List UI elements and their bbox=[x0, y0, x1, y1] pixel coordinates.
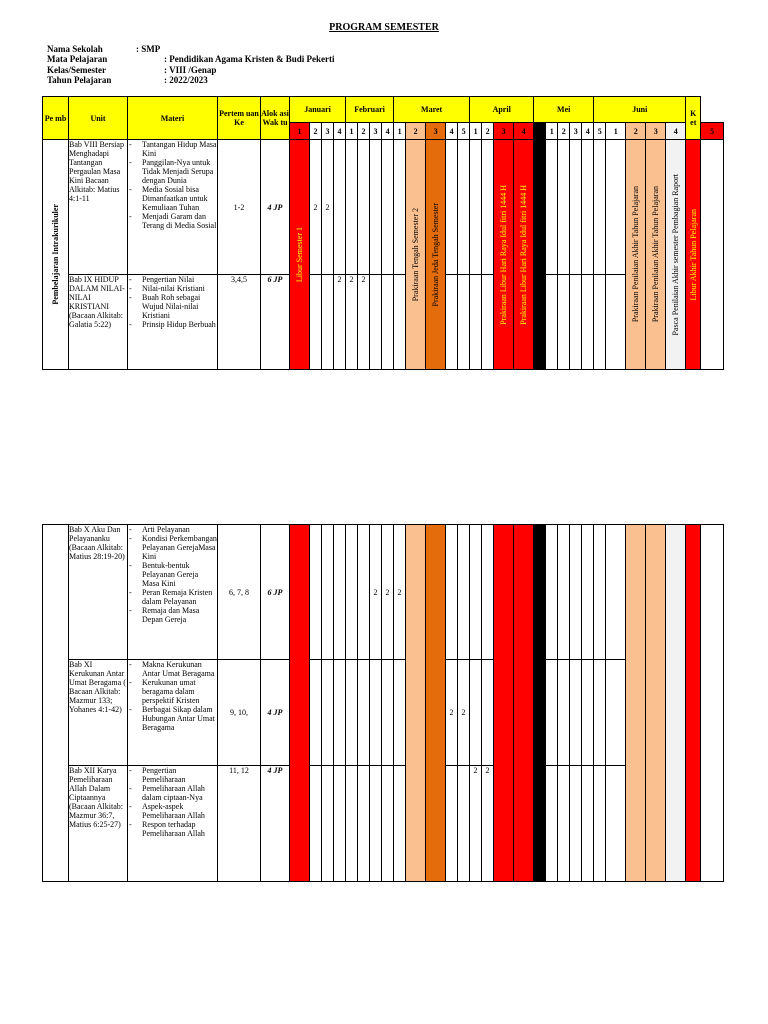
week-cell: 2 bbox=[358, 123, 370, 140]
week-mark: 2 bbox=[446, 660, 458, 766]
week-mark bbox=[370, 766, 382, 882]
week-mark: 2 bbox=[382, 525, 394, 660]
materi-cell bbox=[128, 660, 218, 766]
alokasi-cell: 6 JP bbox=[261, 525, 290, 660]
week-mark: 2 bbox=[370, 525, 382, 660]
libur-semester-label: Libur Semester 1 bbox=[295, 226, 304, 283]
week-cell: 1 bbox=[470, 123, 482, 140]
week-mark bbox=[546, 660, 558, 766]
week-mark bbox=[446, 766, 458, 882]
alokasi-cell: 6 JP bbox=[261, 275, 290, 370]
libur-akhir-label: Libur Akhir Tahun Pelajaran bbox=[688, 208, 698, 301]
materi-cell bbox=[128, 766, 218, 882]
unit-cell: Bab XI Kerukunan Antar Umat Beragama ( Bacaan Alkitab: Mazmur 133; Yohanes 4:1-42) bbox=[69, 660, 128, 766]
week-cell: 4 bbox=[582, 123, 594, 140]
unit-cell: Bab IX HIDUP DALAM NILAI-NILAI KRISTIANI (Bacaan Alkitab: Galatia 5:22) bbox=[69, 275, 128, 370]
week-mark bbox=[458, 275, 470, 370]
prakiraan-jeda-label: Prakiraan Jeda Tengah Semester bbox=[431, 202, 441, 307]
materi-item: - Berbagai Sikap dalam Hubungan Antar Umat Beragama bbox=[128, 705, 217, 732]
week-cell: 5 bbox=[458, 123, 470, 140]
black-block bbox=[534, 140, 546, 370]
ket-cell bbox=[701, 140, 724, 370]
prakiraan-tengah-label: Prakiraan Tengah Semester 2 bbox=[411, 207, 421, 302]
meta-value: : SMP bbox=[136, 44, 161, 54]
pertemuan-cell: 6, 7, 8 bbox=[218, 525, 261, 660]
schedule-table-bottom bbox=[42, 524, 724, 882]
meta-label: Kelas/Semester bbox=[47, 65, 106, 75]
week-mark bbox=[382, 766, 394, 882]
week-cell: 1 bbox=[394, 123, 406, 140]
pasca-cell bbox=[666, 140, 686, 370]
week-mark bbox=[594, 525, 606, 660]
materi-item: - Media Sosial bisa Dimanfaatkan untuk Kemuliaan Tuhan bbox=[128, 185, 217, 212]
header-pertemuan: Pertem uan Ke bbox=[218, 97, 261, 140]
week-mark bbox=[570, 660, 582, 766]
week-mark bbox=[546, 275, 558, 370]
week-mark bbox=[558, 660, 570, 766]
week-mark bbox=[582, 525, 594, 660]
week-cell: 1 bbox=[290, 123, 310, 140]
materi-cell bbox=[128, 275, 218, 370]
week-mark bbox=[322, 275, 334, 370]
week-mark bbox=[394, 140, 406, 275]
black-block-bottom bbox=[534, 525, 546, 882]
week-mark bbox=[346, 766, 358, 882]
week-cell: 4 bbox=[514, 123, 534, 140]
materi-item: - Remaja dan Masa Depan Gereja bbox=[128, 606, 217, 624]
meta-value: : VIII /Genap bbox=[164, 65, 217, 75]
week-mark: 2 bbox=[394, 525, 406, 660]
week-cell: 3 bbox=[646, 123, 666, 140]
materi-item: - Panggilan-Nya untuk Tidak Menjadi Serupa dengan Dunia bbox=[128, 158, 217, 185]
header-ket: K et bbox=[686, 97, 701, 140]
week-mark bbox=[446, 275, 458, 370]
week-cell: 2 bbox=[626, 123, 646, 140]
materi-item: - Tantangan Hidup Masa Kini bbox=[128, 140, 217, 158]
materi-item: - Arti Pelayanan bbox=[128, 525, 217, 534]
pertemuan-cell: 1-2 bbox=[218, 140, 261, 275]
week-cell: 2 bbox=[406, 123, 426, 140]
week-mark bbox=[558, 275, 570, 370]
week-cell: 1 bbox=[606, 123, 626, 140]
week-mark bbox=[382, 275, 394, 370]
materi-item: - Menjadi Garam dan Terang di Media Sosial bbox=[128, 212, 217, 230]
week-mark bbox=[322, 525, 334, 660]
unit-cell: Bab X Aku Dan Pelayananku (Bacaan Alkitab: Matius 28:19-20) bbox=[69, 525, 128, 660]
meta-label: Mata Pelajaran bbox=[47, 54, 108, 64]
pembelajaran-cell bbox=[43, 140, 69, 370]
week-cell: 4 bbox=[382, 123, 394, 140]
pat-label-2: Prakiraan Penilaian Akhir Tahun Pelajaran bbox=[651, 186, 661, 323]
pat-cell-1 bbox=[626, 140, 646, 370]
week-cell: 3 bbox=[426, 123, 446, 140]
pertemuan-cell: 11, 12 bbox=[218, 766, 261, 882]
materi-item: - Makna Kerukunan Antar Umat Beragama bbox=[128, 660, 217, 678]
prakiraan-jeda-cell bbox=[426, 140, 446, 370]
month-april: April bbox=[470, 97, 534, 123]
week-mark bbox=[606, 660, 626, 766]
materi-item: - Kerukunan umat beragama dalam perspektif Kristen bbox=[128, 678, 217, 705]
week-cell: 4 bbox=[666, 123, 686, 140]
pasca-label: Pasca Penilaian Akhir semester Pembagian Raport bbox=[671, 173, 681, 336]
week-mark: 2 bbox=[470, 766, 482, 882]
week-mark bbox=[570, 140, 582, 275]
meta-block bbox=[47, 44, 447, 90]
week-cell: 2 bbox=[482, 123, 494, 140]
alokasi-cell: 4 JP bbox=[261, 140, 290, 275]
week-mark bbox=[322, 660, 334, 766]
week-mark bbox=[310, 525, 322, 660]
week-mark bbox=[606, 275, 626, 370]
pertemuan-cell: 3,4,5 bbox=[218, 275, 261, 370]
week-mark bbox=[394, 766, 406, 882]
prakiraan-jeda-cell-bottom bbox=[426, 525, 446, 882]
week-mark: 2 bbox=[334, 275, 346, 370]
header-unit: Unit bbox=[69, 97, 128, 140]
week-mark bbox=[358, 140, 370, 275]
materi-item: - Pengertian Pemeliharaan bbox=[128, 766, 217, 784]
week-mark bbox=[558, 140, 570, 275]
week-mark bbox=[346, 660, 358, 766]
week-mark bbox=[394, 275, 406, 370]
week-cell: 3 bbox=[370, 123, 382, 140]
week-mark bbox=[570, 766, 582, 882]
materi-item: - Pengertian Nilai bbox=[128, 275, 217, 284]
idul-fitri-cell-1-bottom bbox=[494, 525, 514, 882]
week-mark bbox=[346, 525, 358, 660]
materi-item: - Kondisi Perkembangan Pelayanan GerejaMasa Kini bbox=[128, 534, 217, 561]
meta-label: Nama Sekolah bbox=[47, 44, 103, 54]
week-mark: 2 bbox=[358, 275, 370, 370]
week-mark bbox=[446, 140, 458, 275]
libur-akhir-cell bbox=[686, 140, 701, 370]
week-mark bbox=[322, 766, 334, 882]
week-cell bbox=[534, 123, 546, 140]
week-cell: 2 bbox=[558, 123, 570, 140]
week-mark bbox=[458, 766, 470, 882]
materi-item: - Respon terhadap Pemeliharaan Allah bbox=[128, 820, 217, 838]
week-mark bbox=[382, 140, 394, 275]
alokasi-cell: 4 JP bbox=[261, 766, 290, 882]
header-alokasi: Alok asi Wak tu bbox=[261, 97, 290, 140]
week-mark bbox=[310, 660, 322, 766]
prakiraan-tengah-cell-bottom bbox=[406, 525, 426, 882]
week-mark bbox=[582, 766, 594, 882]
unit-cell: Bab XII Karya Pemeliharaan Allah Dalam Ciptaannya (Bacaan Alkitab: Mazmur 36:7, Matius 6:25-27) bbox=[69, 766, 128, 882]
materi-item: - Buah Roh sebagai Wujud Nilai-nilai Kristiani bbox=[128, 293, 217, 320]
week-mark bbox=[594, 660, 606, 766]
header-pemb: Pe mb bbox=[43, 97, 69, 140]
header-materi: Materi bbox=[128, 97, 218, 140]
week-cell: 2 bbox=[310, 123, 322, 140]
week-mark bbox=[334, 140, 346, 275]
week-cell: 1 bbox=[346, 123, 358, 140]
week-mark bbox=[582, 660, 594, 766]
week-mark bbox=[370, 140, 382, 275]
month-maret: Maret bbox=[394, 97, 470, 123]
pasca-cell-bottom bbox=[666, 525, 686, 882]
month-mei: Mei bbox=[534, 97, 594, 123]
meta-value: : 2022/2023 bbox=[164, 75, 208, 85]
pat-cell-2 bbox=[646, 140, 666, 370]
libur-semester-cell bbox=[290, 140, 310, 370]
idul-fitri-cell-2 bbox=[514, 140, 534, 370]
pat-label-1: Prakiraan Penilaian Akhir Tahun Pelajaran bbox=[631, 186, 641, 323]
week-mark bbox=[370, 275, 382, 370]
idul-fitri-label-1: Prakiraan Libur Hari Raya Idul fitri 1444 H bbox=[499, 184, 509, 325]
week-cell: 3 bbox=[494, 123, 514, 140]
pembelajaran-label: Pembelajaran Intrakurikuler bbox=[51, 204, 60, 305]
document-title: PROGRAM SEMESTER bbox=[329, 22, 439, 33]
week-mark bbox=[358, 525, 370, 660]
materi-cell bbox=[128, 525, 218, 660]
materi-item: - Aspek-aspek Pemeliharaan Allah bbox=[128, 802, 217, 820]
week-mark: 2 bbox=[458, 660, 470, 766]
month-januari: Januari bbox=[290, 97, 346, 123]
week-mark bbox=[606, 766, 626, 882]
week-mark bbox=[570, 525, 582, 660]
week-mark bbox=[594, 275, 606, 370]
meta-value: : Pendidikan Agama Kristen & Budi Pekerti bbox=[164, 54, 335, 64]
week-mark bbox=[470, 525, 482, 660]
week-mark bbox=[358, 766, 370, 882]
week-cell: 3 bbox=[322, 123, 334, 140]
meta-label: Tahun Pelajaran bbox=[47, 75, 112, 85]
week-mark bbox=[394, 660, 406, 766]
week-mark bbox=[470, 660, 482, 766]
week-mark bbox=[470, 275, 482, 370]
week-mark: 2 bbox=[346, 275, 358, 370]
unit-cell: Bab VIII Bersiap Menghadapi Tantangan Pergaulan Masa Kini Bacaan Alkitab: Matius 4:1-11 bbox=[69, 140, 128, 275]
materi-item: - Nilai-nilai Kristiani bbox=[128, 284, 217, 293]
week-mark bbox=[482, 275, 494, 370]
materi-item: - Peran Remaja Kristen dalam Pelayanan bbox=[128, 588, 217, 606]
week-mark: 2 bbox=[322, 140, 334, 275]
week-mark bbox=[546, 140, 558, 275]
week-cell: 4 bbox=[334, 123, 346, 140]
week-mark bbox=[346, 140, 358, 275]
week-mark: 2 bbox=[310, 140, 322, 275]
week-mark bbox=[458, 140, 470, 275]
ket-cell-bottom bbox=[701, 525, 724, 882]
week-cell: 3 bbox=[570, 123, 582, 140]
week-mark bbox=[458, 525, 470, 660]
week-mark bbox=[482, 660, 494, 766]
week-mark bbox=[334, 525, 346, 660]
week-mark bbox=[446, 525, 458, 660]
libur-akhir-cell-bottom bbox=[686, 525, 701, 882]
week-cell: 5 bbox=[594, 123, 606, 140]
week-cell: 1 bbox=[546, 123, 558, 140]
idul-fitri-cell-1 bbox=[494, 140, 514, 370]
materi-item: - Pemeliharaan Allah dalam ciptaan-Nya bbox=[128, 784, 217, 802]
week-mark bbox=[594, 766, 606, 882]
week-mark bbox=[334, 660, 346, 766]
materi-cell bbox=[128, 140, 218, 275]
alokasi-cell: 4 JP bbox=[261, 660, 290, 766]
week-mark bbox=[546, 766, 558, 882]
month-februari: Februari bbox=[346, 97, 394, 123]
week-mark bbox=[310, 766, 322, 882]
week-mark bbox=[558, 525, 570, 660]
schedule-table-top bbox=[42, 96, 724, 370]
week-mark bbox=[310, 275, 322, 370]
week-mark bbox=[582, 140, 594, 275]
pembelajaran-cell-bottom bbox=[43, 525, 69, 882]
week-mark bbox=[334, 766, 346, 882]
week-mark bbox=[382, 660, 394, 766]
materi-item: - Prinsip Hidup Berbuah bbox=[128, 320, 217, 329]
week-mark bbox=[482, 525, 494, 660]
week-mark bbox=[606, 140, 626, 275]
week-mark bbox=[470, 140, 482, 275]
libur-semester-cell-bottom bbox=[290, 525, 310, 882]
week-mark: 2 bbox=[482, 766, 494, 882]
week-cell: 4 bbox=[446, 123, 458, 140]
week-mark bbox=[582, 275, 594, 370]
idul-fitri-cell-2-bottom bbox=[514, 525, 534, 882]
week-mark bbox=[594, 140, 606, 275]
week-mark bbox=[570, 275, 582, 370]
week-mark bbox=[482, 140, 494, 275]
week-cell: 5 bbox=[701, 123, 724, 140]
prakiraan-tengah-cell bbox=[406, 140, 426, 370]
month-juni: Juni bbox=[594, 97, 686, 123]
pat-cell-1-bottom bbox=[626, 525, 646, 882]
pertemuan-cell: 9, 10, bbox=[218, 660, 261, 766]
pat-cell-2-bottom bbox=[646, 525, 666, 882]
week-mark bbox=[546, 525, 558, 660]
week-mark bbox=[558, 766, 570, 882]
week-mark bbox=[358, 660, 370, 766]
week-mark bbox=[606, 525, 626, 660]
materi-item: - Bentuk-bentuk Pelayanan Gereja Masa Kini bbox=[128, 561, 217, 588]
idul-fitri-label-2: Prakiraan Libur Hari Raya Idul fitri 1444 H bbox=[519, 184, 529, 325]
week-mark bbox=[370, 660, 382, 766]
